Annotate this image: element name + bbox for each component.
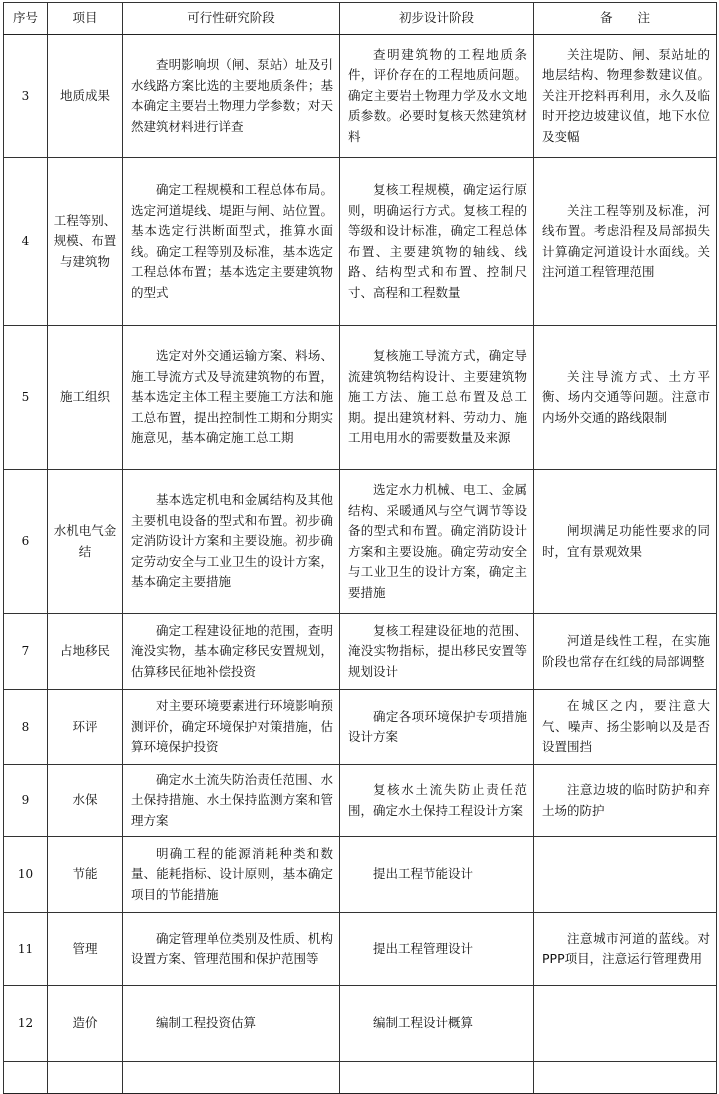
table-row <box>4 158 717 326</box>
cell-preliminary: 编制工程设计概算 <box>340 986 534 1062</box>
cell-serial-number: 3 <box>4 35 48 158</box>
cell-feasibility <box>123 1062 340 1094</box>
header-remarks: 备 注 <box>534 3 717 35</box>
cell-item: 管理 <box>48 913 123 986</box>
cell-item: 地质成果 <box>48 35 123 158</box>
cell-feasibility: 编制工程投资估算 <box>123 986 340 1062</box>
cell-serial-number: 7 <box>4 614 48 690</box>
stage-comparison-table <box>3 2 717 1094</box>
cell-item: 工程等别、规模、布置与建筑物 <box>48 158 123 326</box>
cell-remarks: 河道是线性工程，在实施阶段也常存在红线的局部调整 <box>534 614 717 690</box>
cell-serial-number: 9 <box>4 765 48 837</box>
cell-remarks <box>534 1062 717 1094</box>
cell-preliminary: 提出工程管理设计 <box>340 913 534 986</box>
cell-preliminary: 查明建筑物的工程地质条件，评价存在的工程地质问题。确定主要岩土物理力学及水文地质参数。必要时复核天然建筑材料 <box>340 35 534 158</box>
cell-feasibility: 确定水土流失防治责任范围、水土保持措施、水土保持监测方案和管理方案 <box>123 765 340 837</box>
cell-remarks <box>534 837 717 913</box>
cell-item: 环评 <box>48 690 123 765</box>
header-serial-number: 序号 <box>4 3 48 35</box>
cell-item: 造价 <box>48 986 123 1062</box>
cell-item: 水机电气金结 <box>48 470 123 614</box>
table-row <box>4 35 717 158</box>
cell-remarks: 关注工程等别及标准，河线布置。考虑沿程及局部损失计算确定河道设计水面线。关注河道工程管理范围 <box>534 158 717 326</box>
table-row <box>4 1062 717 1094</box>
table-row <box>4 837 717 913</box>
cell-preliminary: 确定各项环境保护专项措施设计方案 <box>340 690 534 765</box>
cell-remarks: 关注堤防、闸、泵站址的地层结构、物理参数建议值。关注开挖料再利用，永久及临时开挖边坡建议值，地下水位及变幅 <box>534 35 717 158</box>
cell-feasibility: 查明影响坝（闸、泵站）址及引水线路方案比选的主要地质条件；基本确定主要岩土物理力学参数；对天然建筑材料进行详查 <box>123 35 340 158</box>
cell-serial-number: 5 <box>4 326 48 470</box>
table-row <box>4 765 717 837</box>
cell-preliminary <box>340 1062 534 1094</box>
table-row <box>4 986 717 1062</box>
cell-serial-number: 6 <box>4 470 48 614</box>
cell-remarks: 注意边坡的临时防护和弃土场的防护 <box>534 765 717 837</box>
table-row <box>4 470 717 614</box>
cell-item: 占地移民 <box>48 614 123 690</box>
cell-feasibility: 确定工程建设征地的范围，查明淹没实物，基本确定移民安置规划，估算移民征地补偿投资 <box>123 614 340 690</box>
cell-feasibility: 对主要环境要素进行环境影响预测评价，确定环境保护对策措施，估算环境保护投资 <box>123 690 340 765</box>
cell-remarks: 在城区之内，要注意大气、噪声、扬尘影响以及是否设置围挡 <box>534 690 717 765</box>
table-header-row <box>4 3 717 35</box>
cell-preliminary: 选定水力机械、电工、金属结构、采暖通风与空气调节等设备的型式和布置。确定消防设计方案和主要设施。确定劳动安全与工业卫生的设计方案，确定主要措施 <box>340 470 534 614</box>
cell-feasibility: 确定管理单位类别及性质、机构设置方案、管理范围和保护范围等 <box>123 913 340 986</box>
cell-feasibility: 明确工程的能源消耗种类和数量、能耗指标、设计原则，基本确定项目的节能措施 <box>123 837 340 913</box>
header-feasibility-stage: 可行性研究阶段 <box>123 3 340 35</box>
cell-preliminary: 复核工程建设征地的范围、淹没实物指标，提出移民安置等规划设计 <box>340 614 534 690</box>
cell-remarks <box>534 986 717 1062</box>
header-preliminary-design-stage: 初步设计阶段 <box>340 3 534 35</box>
cell-feasibility: 选定对外交通运输方案、料场、施工导流方式及导流建筑物的布置，基本选定主体工程主要施工方法和施工总布置，提出控制性工期和分期实施意见，基本确定施工总工期 <box>123 326 340 470</box>
table-row <box>4 913 717 986</box>
cell-serial-number: 10 <box>4 837 48 913</box>
cell-preliminary: 复核施工导流方式，确定导流建筑物结构设计、主要建筑物施工方法、施工总布置及总工期。提出建筑材料、劳动力、施工用电用水的需要数量及来源 <box>340 326 534 470</box>
cell-remarks: 注意城市河道的蓝线。对PPP项目，注意运行管理费用 <box>534 913 717 986</box>
cell-item: 水保 <box>48 765 123 837</box>
cell-remarks: 闸坝满足功能性要求的同时，宜有景观效果 <box>534 470 717 614</box>
table-row <box>4 326 717 470</box>
cell-item: 施工组织 <box>48 326 123 470</box>
cell-serial-number: 12 <box>4 986 48 1062</box>
header-item: 项目 <box>48 3 123 35</box>
cell-preliminary: 复核水土流失防止责任范围，确定水土保持工程设计方案 <box>340 765 534 837</box>
table-row <box>4 614 717 690</box>
table-row <box>4 690 717 765</box>
cell-item: 节能 <box>48 837 123 913</box>
cell-preliminary: 提出工程节能设计 <box>340 837 534 913</box>
cell-feasibility: 确定工程规模和工程总体布局。选定河道堤线、堤距与闸、站位置。基本选定行洪断面型式，推算水面线。确定工程等别及标准，基本选定工程总体布置；基本选定主要建筑物的型式 <box>123 158 340 326</box>
cell-remarks: 关注导流方式、土方平衡、场内交通等问题。注意市内场外交通的路线限制 <box>534 326 717 470</box>
cell-serial-number: 8 <box>4 690 48 765</box>
cell-serial-number: 4 <box>4 158 48 326</box>
cell-serial-number <box>4 1062 48 1094</box>
cell-feasibility: 基本选定机电和金属结构及其他主要机电设备的型式和布置。初步确定消防设计方案和主要设施。初步确定劳动安全与工业卫生的设计方案，基本确定主要措施 <box>123 470 340 614</box>
cell-preliminary: 复核工程规模，确定运行原则，明确运行方式。复核工程的等级和设计标准，确定工程总体布置、主要建筑物的轴线、线路、结构型式和布置、控制尺寸、高程和工程数量 <box>340 158 534 326</box>
cell-item <box>48 1062 123 1094</box>
cell-serial-number: 11 <box>4 913 48 986</box>
